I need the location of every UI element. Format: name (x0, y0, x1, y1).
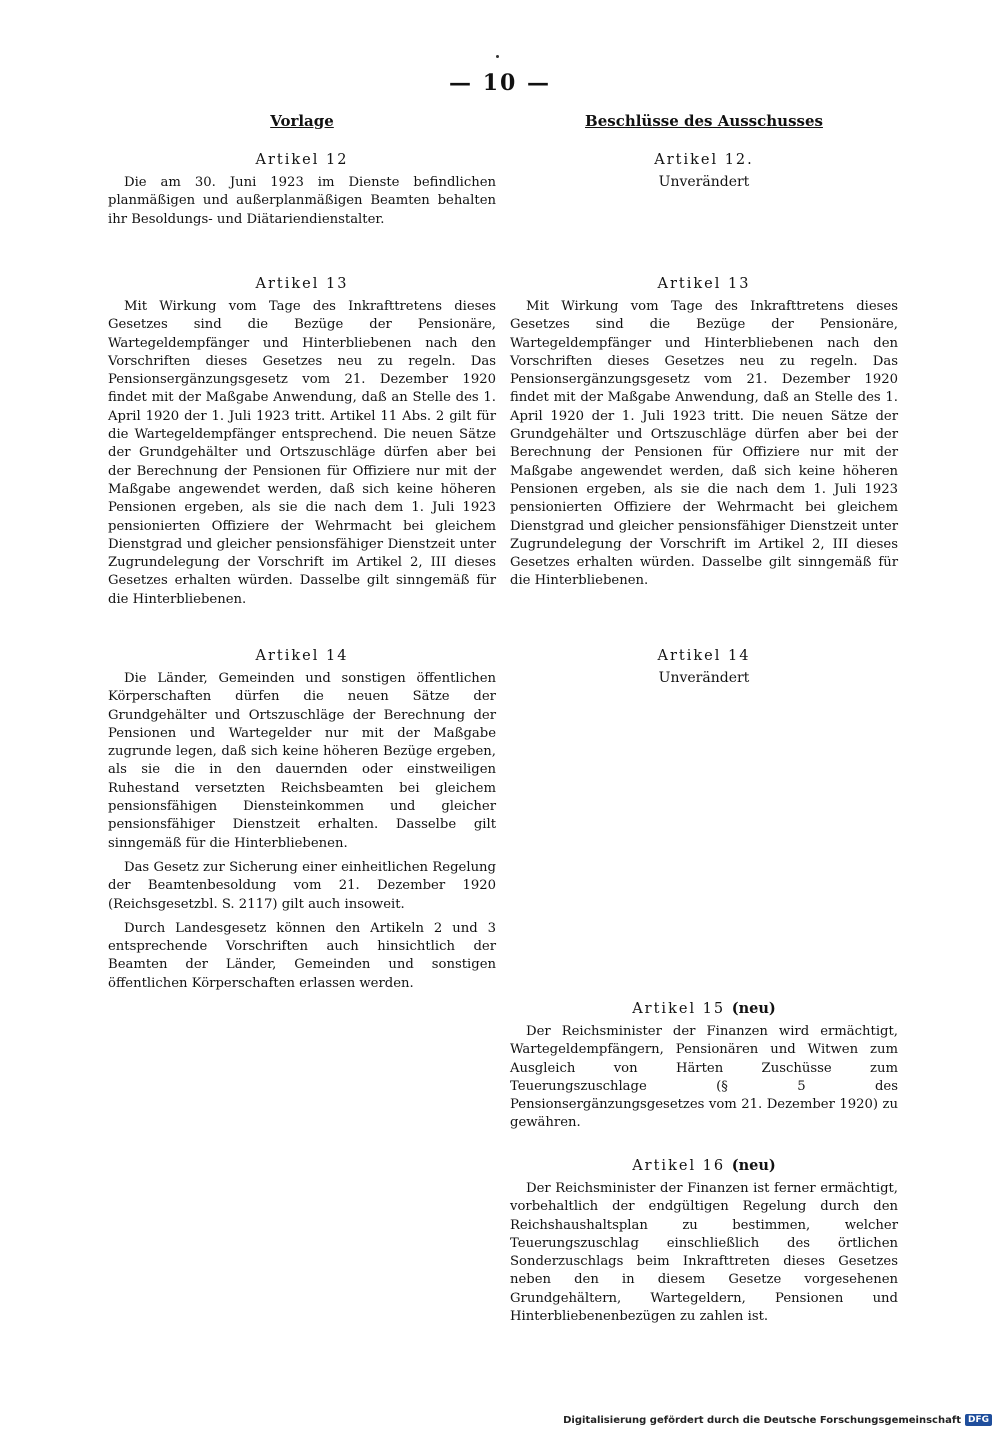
article-paragraph: Die am 30. Juni 1923 im Dienste befindlichen planmäßigen und außerplanmäßigen Beamten behalten ihr Besoldungs- und Diätariendienstalter. (108, 175, 496, 227)
footer-text: Digitalisierung gefördert durch die Deutsche Forschungsgemeinschaft (563, 1414, 961, 1426)
right-article-16 (510, 1157, 898, 1332)
unchanged-note: Unverändert (658, 670, 750, 686)
article-title: Artikel 13 (255, 276, 349, 292)
digitization-footer (563, 1414, 992, 1426)
article-paragraph: Mit Wirkung vom Tage des Inkrafttretens dieses Gesetzes sind die Bezüge der Pensionäre, Wartegeldempfänger und Hinterbliebenen nach den Vorschriften dieses Gesetzes neu zu regeln. Das Pensionsergänzungsgesetz vom 21. Dezember 1920 findet mit der Maßgabe Anwendung, daß an Stelle des 1. April 1920 der 1. Juli 1923 tritt. Artikel 11 Abs. 2 gilt für die Wartegeldempfänger entsprechend. Die neuen Sätze der Grundgehälter und Ortszuschläge dürfen aber bei der Berechnung der Pensionen für Offiziere nur mit der Maßgabe angewendet werden, daß sich keine höheren Pensionen ergeben, als sie die nach dem 1. Juli 1923 pensionierten Offiziere der Wehrmacht bei gleichem Dienstgrad und gleicher pensionsfähiger Dienstzeit unter Zugrundelegung der Vorschrift im Artikel 2, III dieses Gesetzes erhalten würden. Dasselbe gilt sinngemäß für die Hinterbliebenen. (108, 299, 496, 607)
article-title: Artikel 14 (255, 648, 349, 664)
right-article-12 (510, 152, 898, 190)
dfg-logo: DFG (965, 1414, 992, 1426)
article-title (510, 1157, 898, 1174)
article-title (510, 1000, 898, 1017)
article-title: Artikel 13 (657, 276, 751, 292)
left-article-14 (108, 648, 496, 999)
column-heading-beschluesse: Beschlüsse des Ausschusses (585, 112, 823, 130)
column-beschluesse (510, 112, 898, 1325)
new-tag: (neu) (731, 1157, 776, 1174)
new-tag: (neu) (731, 1000, 776, 1017)
unchanged-note: Unverändert (658, 174, 750, 190)
right-article-15 (510, 1000, 898, 1139)
article-paragraph: Das Gesetz zur Sicherung einer einheitlichen Regelung der Beamtenbesoldung vom 21. Dezember 1920 (Reichsgesetzbl. S. 2117) gilt auch insoweit. (108, 859, 496, 912)
right-article-13 (510, 276, 898, 597)
article-title-text: Artikel 16 (632, 1158, 726, 1174)
article-paragraph: Die Länder, Gemeinden und sonstigen öffentlichen Körperschaften dürfen die neuen Sätze der Grundgehälter und Ortszuschläge der Berechnung der Pensionen und Wartegelder nur mit der Maßgabe zugrunde legen, daß sich keine höheren Bezüge ergeben, als sie die in den dauernden oder einstweiligen Ruhestand versetzten Reichsbeamten bei gleichem pensionsfähigen Diensteinkommen und gleicher pensionsfähiger Dienstzeit erhalten. Dasselbe gilt sinngemäß für die Hinterbliebenen. (108, 671, 496, 851)
article-paragraph: Durch Landesgesetz können den Artikeln 2 und 3 entsprechende Vorschriften auch hinsichtlich der Beamten der Länder, Gemeinden und sonstigen öffentlichen Körperschaften erlassen werden. (108, 920, 496, 991)
left-article-13 (108, 276, 496, 615)
article-title-text: Artikel 15 (632, 1001, 726, 1017)
article-title: Artikel 12. (654, 152, 754, 168)
article-paragraph: Der Reichsminister der Finanzen wird ermächtigt, Wartegeldempfängern, Pensionären und Witwen zum Ausgleich von Härten Zuschüsse zum Teuerungszuschlage (§ 5 des Pensionsergänzungsgesetzes vom 21. Dezember 1920) zu gewähren. (510, 1024, 898, 1131)
article-paragraph: Der Reichsminister der Finanzen ist ferner ermächtigt, vorbehaltlich der endgültigen Regelung durch den Reichshaushaltsplan zu bestimmen, welcher Teuerungszuschlag einschließlich des örtlichen Sonderzuschlags beim Inkrafttreten dieses Gesetzes neben den in diesem Gesetze vorgesehenen Grundgehältern, Wartegeldern, Pensionen und Hinterbliebenenbezügen zu zahlen ist. (510, 1181, 898, 1325)
page-number: — 10 — (449, 70, 551, 96)
article-title: Artikel 12 (255, 152, 349, 168)
column-heading-vorlage: Vorlage (270, 112, 334, 130)
print-speck (496, 55, 499, 58)
article-paragraph: Mit Wirkung vom Tage des Inkrafttretens dieses Gesetzes sind die Bezüge der Pensionäre, Wartegeldempfänger und Hinterbliebenen nach den Vorschriften dieses Gesetzes neu zu regeln. Das Pensionsergänzungsgesetz vom 21. Dezember 1920 findet mit der Maßgabe Anwendung, daß an Stelle des 1. April 1920 der 1. Juli 1923 tritt. Die neuen Sätze der Grundgehälter und Ortszuschläge dürfen aber bei der Berechnung der Pensionen für Offiziere nur mit der Maßgabe angewendet werden, daß sich keine höheren Pensionen ergeben, als sie die nach dem 1. Juli 1923 pensionierten Offiziere der Wehrmacht bei gleichem Dienstgrad und gleicher pensionsfähiger Dienstzeit unter Zugrundelegung der Vorschrift im Artikel 2, III dieses Gesetzes erhalten würden. Dasselbe gilt sinngemäß für die Hinterbliebenen. (510, 299, 898, 589)
right-article-14 (510, 648, 898, 686)
column-vorlage (108, 112, 496, 991)
article-title: Artikel 14 (657, 648, 751, 664)
left-article-12 (108, 152, 496, 235)
